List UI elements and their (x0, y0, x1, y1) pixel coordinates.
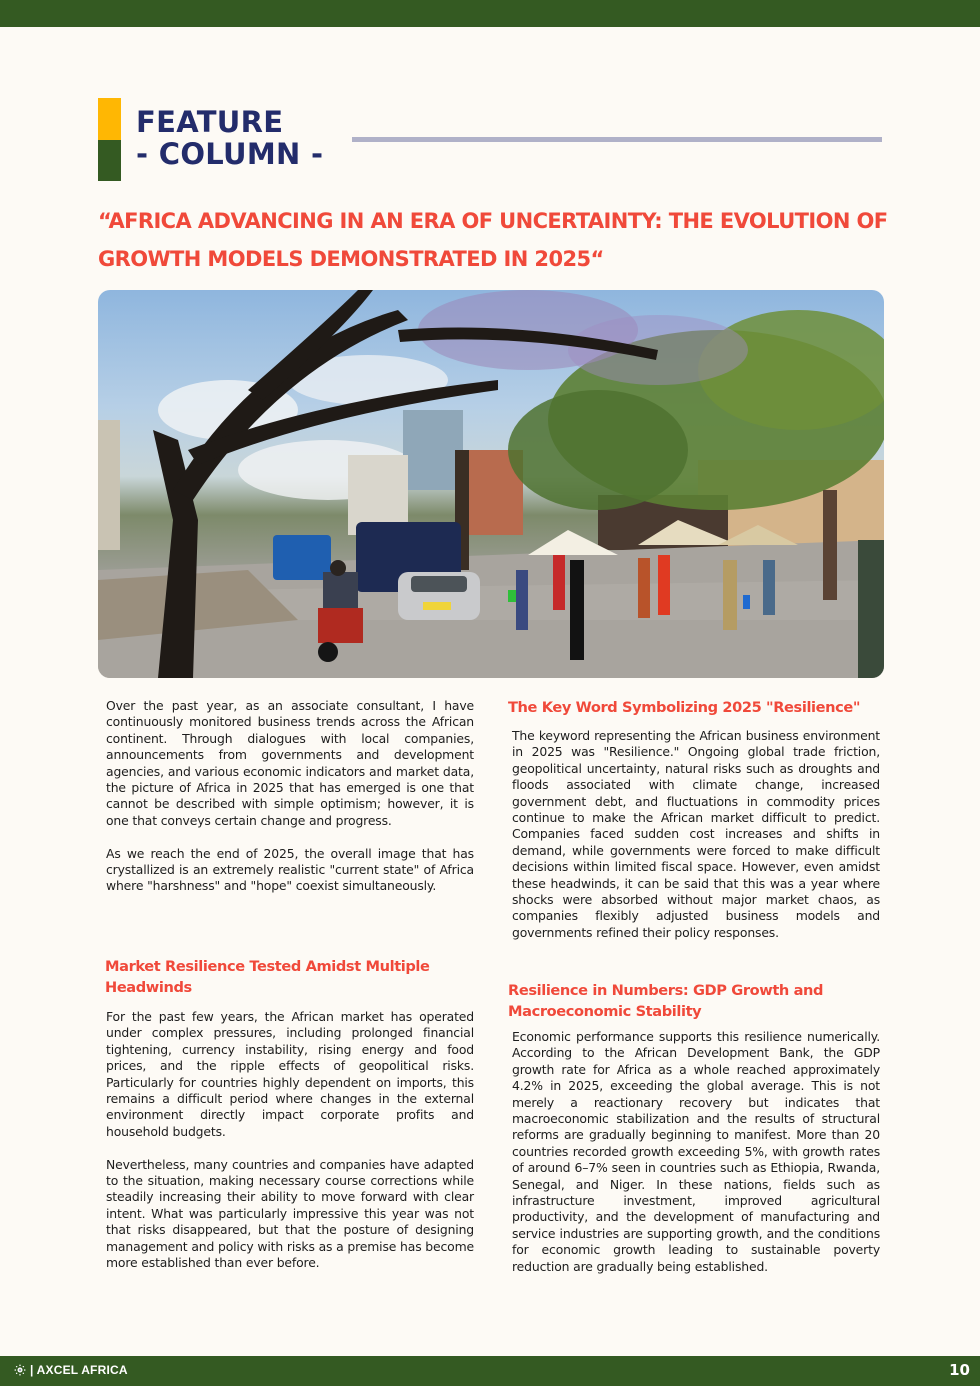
market-resilience-paragraph-2: Nevertheless, many countries and companies have adapted to the situation, making necessary course corrections while steadily increasing their ability to move forward with clear intent. What was particularly impressive this year was not that risks disappeared, but that the posture of designing management and policy with risks as a premise has become more established than ever before. (106, 1156, 474, 1271)
section-heading-resilience-numbers: Resilience in Numbers: GDP Growth and Macroeconomic Stability (508, 982, 824, 1020)
article-photo (98, 290, 884, 678)
section-heading-key-word: The Key Word Symbolizing 2025 "Resilience" (508, 699, 861, 716)
footer-brand-name: | AXCEL AFRICA (30, 1363, 128, 1377)
top-color-bar (0, 0, 980, 27)
street-scene-illustration (98, 290, 884, 678)
page-number: 10 (949, 1361, 970, 1379)
article-left-column (106, 698, 474, 895)
key-word-body (512, 728, 880, 941)
section-label-line1: FEATURE (136, 105, 284, 139)
header-divider (352, 137, 882, 142)
feature-column-header (98, 98, 888, 182)
section-label (136, 106, 323, 170)
accent-bar-green (98, 140, 121, 181)
intro-paragraph-1: Over the past year, as an associate consultant, I have continuously monitored business trends across the African continent. Through dialogues with local companies, announcements from governments and development agencies, and various economic indicators and market data, the picture of Africa in 2025 that has emerged is one that cannot be described with simple optimism; however, it is one that conveys certain change and progress. (106, 698, 474, 828)
market-resilience-paragraph-1: For the past few years, the African market has operated under complex pressures, including prolonged financial tightening, currency instability, rising energy and food prices, and the ripple effects of geopolitical risks. Particularly for countries highly dependent on imports, this remains a difficult period where changes in the external environment directly impact corporate profits and household budgets. (106, 1009, 474, 1139)
resilience-numbers-paragraph: Economic performance supports this resilience numerically. According to the African Development Bank, the GDP growth rate for Africa as a whole reached approximately 4.2% in 2025, exceeding the global average. This is not merely a reactionary recovery but indicates that macroeconomic stabilization and the results of structural reforms are gradually beginning to manifest. More than 20 countries recorded growth exceeding 5%, with growth rates of around 6–7% seen in countries such as Ethiopia, Rwanda, Senegal, and Niger. In these nations, fields such as infrastructure investment, improved agricultural productivity, and the development of manufacturing and service industries are supporting growth, and the conditions for economic growth leading to sustainable poverty reduction are gradually being established. (512, 1029, 880, 1274)
article-headline: “AFRICA ADVANCING IN AN ERA OF UNCERTAINTY: THE EVOLUTION OF GROWTH MODELS DEMONSTRATED IN 2025“ (98, 209, 888, 271)
resilience-numbers-body (512, 1029, 880, 1275)
page-footer (0, 1356, 980, 1386)
key-word-paragraph: The keyword representing the African business environment in 2025 was "Resilience." Ongoing global trade friction, geopolitical uncertainty, natural risks such as droughts and floods associated with climate change, increased government debt, and fluctuations in commodity prices continue to make the African market difficult to predict. Companies faced sudden cost increases and shifts in demand, while governments were forced to make difficult decisions within limited fiscal space. However, even amidst these headwinds, it can be said that this was a year where shocks were absorbed without major market chaos, as companies flexibly adjusted business models and governments refined their policy responses. (512, 728, 880, 940)
intro-paragraph-2: As we reach the end of 2025, the overall image that has crystallized is an extremely realistic "current state" of Africa where "harshness" and "hope" coexist simultaneously. (106, 845, 474, 894)
market-resilience-body (106, 1009, 474, 1271)
accent-bar-yellow (98, 98, 121, 140)
section-label-line2: - COLUMN - (136, 137, 324, 171)
sun-compass-icon (14, 1364, 26, 1376)
section-heading-market-resilience: Market Resilience Tested Amidst Multiple Headwinds (105, 958, 430, 996)
footer-brand (14, 1363, 128, 1377)
